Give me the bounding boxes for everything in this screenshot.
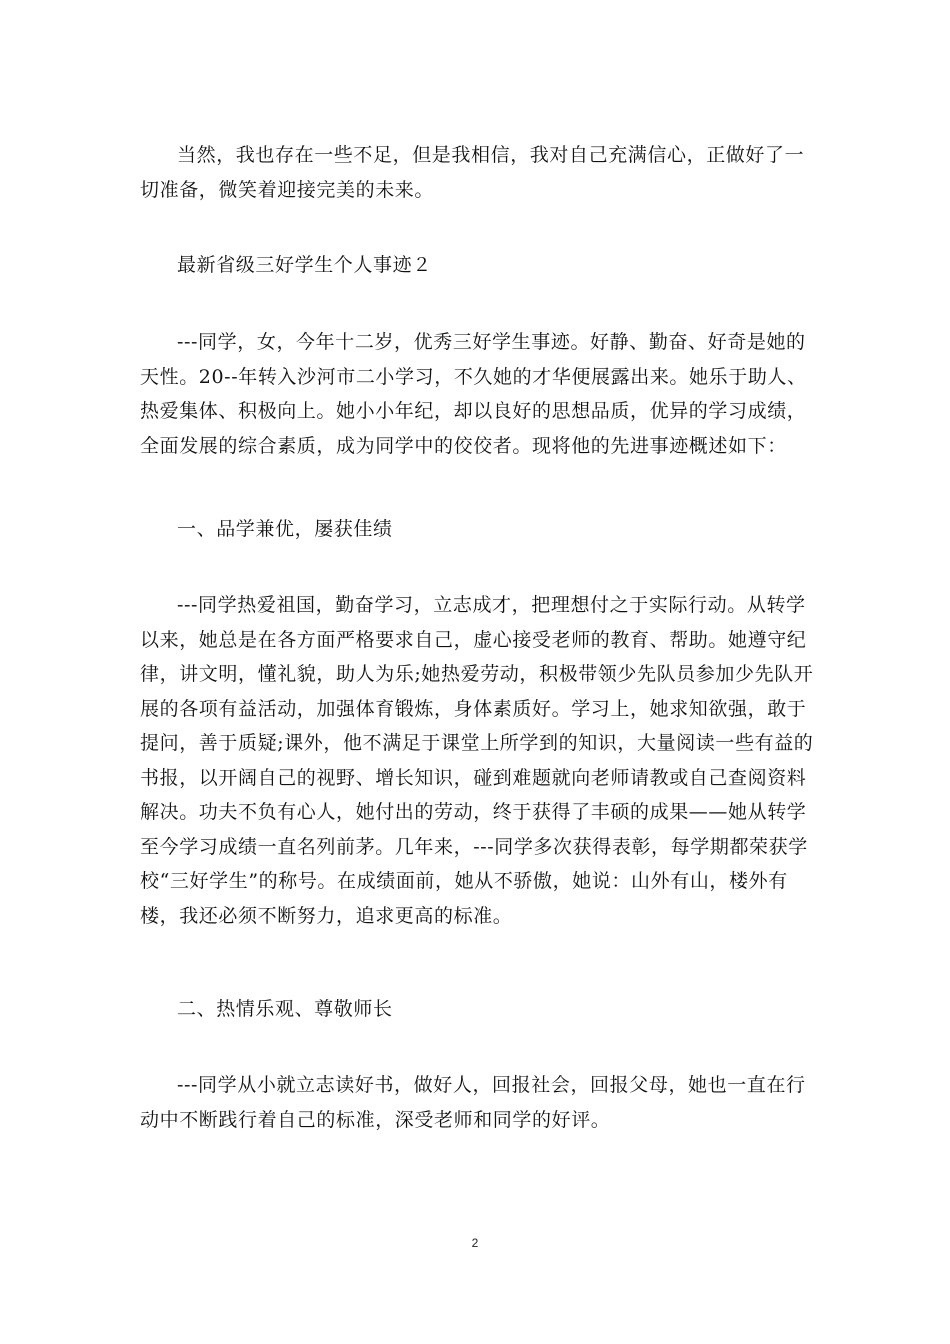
- heading-section-two: 二、热情乐观、尊敬师长: [177, 998, 393, 1020]
- page-number: 2: [471, 1236, 479, 1250]
- paragraph-section-one: ---同学热爱祖国，勤奋学习，立志成才，把理想付之于实际行动。从转学以来，她总是在各方面严格要求自己，虚心接受老师的教育、帮助。她遵守纪律，讲文明，懂礼貌，助人为乐;她热爱劳动，积极带领少先队员参加少先队开展的各项有益活动，加强体育锻炼，身体素质好。学习上，她求知欲强，敢于提问，善于质疑;课外，他不满足于课堂上所学到的知识，大量阅读一些有益的书报，以开阔自己的视野、增长知识，碰到难题就向老师请教或自己查阅资料解决。功夫不负有心人，她付出的劳动，终于获得了丰硕的成果——她从转学至今学习成绩一直名列前茅。几年来，---同学多次获得表彰，每学期都荣获学校“三好学生”的称号。在成绩面前，她从不骄傲，她说：山外有山，楼外有楼，我还必须不断努力，追求更高的标准。: [140, 594, 814, 927]
- section-title: 最新省级三好学生个人事迹２: [177, 254, 432, 276]
- paragraph-introduction: ---同学，女，今年十二岁，优秀三好学生事迹。好静、勤奋、好奇是她的天性。20--年转入沙河市二小学习，不久她的才华便展露出来。她乐于助人、热爱集体、积极向上。她小小年纪，却以良好的思想品质，优异的学习成绩，全面发展的综合素质，成为同学中的佼佼者。现将他的先进事迹概述如下：: [140, 331, 807, 457]
- paragraph-closing-remarks: 当然，我也存在一些不足，但是我相信，我对自己充满信心，正做好了一切准备，微笑着迎接完美的未来。: [140, 144, 805, 201]
- paragraph-section-two: ---同学从小就立志读好书，做好人，回报社会，回报父母，她也一直在行动中不断践行着自己的标准，深受老师和同学的好评。: [140, 1074, 806, 1131]
- heading-section-one: 一、品学兼优，屡获佳绩: [177, 518, 393, 540]
